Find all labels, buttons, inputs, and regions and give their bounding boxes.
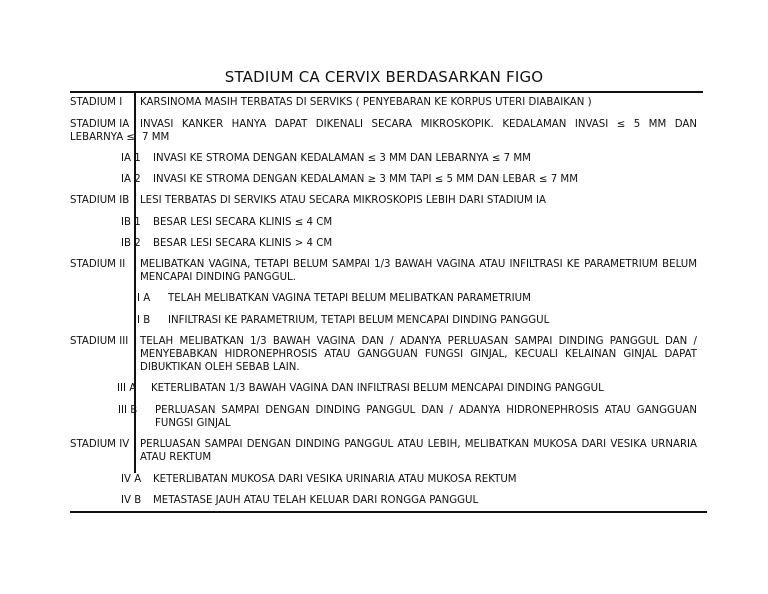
substage-description: KETERLIBATAN 1/3 BAWAH VAGINA DAN INFILTRASI BELUM MENCAPAI DINDING PANGGUL [151,383,604,394]
substage-label: IA 2 [121,174,141,185]
substage-label: IB 1 [121,217,141,228]
substage-label: IB 2 [121,238,141,249]
stage-description: INVASI KANKER HANYA DAPAT DIKENALI SECARA MIKROSKOPIK. KEDALAMAN INVASI ≤ 5 MM DAN [140,119,697,130]
substage-description [155,404,697,430]
stage-description-continued: LEBARNYA ≤ [70,132,135,143]
substage-label: I B [137,315,151,326]
stage-label: STADIUM IV [70,439,130,450]
stage-description: MELIBATKAN VAGINA, TETAPI BELUM SAMPAI 1/3 BAWAH VAGINA ATAU INFILTRASI KE PARAMETRIUM BELUM MENCAPAI DINDING PANGGUL. [140,259,697,283]
substage-label: III A [117,383,137,394]
substage-description: BESAR LESI SECARA KLINIS ≤ 4 CM [153,217,333,228]
substage-description: INVASI KE STROMA DENGAN KEDALAMAN ≤ 3 MM DAN LEBARNYA ≤ 7 MM [153,153,531,164]
substage-label: III B [118,405,138,416]
stage-label: STADIUM II [70,259,126,270]
substage-description: TELAH MELIBATKAN VAGINA TETAPI BELUM MELIBATKAN PARAMETRIUM [168,293,531,304]
substage-label: IV A [121,474,142,485]
substage-description: KETERLIBATAN MUKOSA DARI VESIKA URINARIA ATAU MUKOSA REKTUM [153,474,517,485]
bottom-rule [70,511,707,513]
substage-description: METASTASE JAUH ATAU TELAH KELUAR DARI RONGGA PANGGUL [153,495,479,506]
substage-label: I A [137,293,151,304]
substage-description: BESAR LESI SECARA KLINIS > 4 CM [153,238,333,249]
page-title: STADIUM CA CERVIX BERDASARKAN FIGO [224,68,544,86]
stage-label: STADIUM I [70,97,123,108]
substage-description-text: PERLUASAN SAMPAI DENGAN DINDING PANGGUL DAN / ADANYA HIDRONEPHROSIS ATAU GANGGUAN FUNGSI GINJAL [155,405,697,429]
substage-label: IV B [121,495,142,506]
stage-description-continued: 7 MM [142,132,170,143]
substage-label: IA 1 [121,153,141,164]
stage-description: PERLUASAN SAMPAI DENGAN DINDING PANGGUL ATAU LEBIH, MELIBATKAN MUKOSA DARI VESIKA URNARIA ATAU REKTUM [140,439,697,463]
stage-description: LESI TERBATAS DI SERVIKS ATAU SECARA MIKROSKOPIS LEBIH DARI STADIUM IA [140,195,547,206]
top-rule [70,91,703,93]
stage-label: STADIUM IB [70,195,130,206]
stage-label: STADIUM IA [70,119,130,130]
substage-description: INFILTRASI KE PARAMETRIUM, TETAPI BELUM MENCAPAI DINDING PANGGUL [168,315,550,326]
stage-description: TELAH MELIBATKAN 1/3 BAWAH VAGINA DAN / ADANYA PERLUASAN SAMPAI DINDING PANGGUL DAN / MENYEBABKAN HIDRONEPHROSIS ATAU GANGGUAN FUNGSI GINJAL, KECUALI KELAINAN GINJAL DAPAT DIBUKTIKAN OLEH SEBAB LAIN. [140,336,697,373]
substage-description: INVASI KE STROMA DENGAN KEDALAMAN ≥ 3 MM TAPI ≤ 5 MM DAN LEBAR ≤ 7 MM [153,174,578,185]
stage-description: KARSINOMA MASIH TERBATAS DI SERVIKS ( PENYEBARAN KE KORPUS UTERI DIABAIKAN ) [140,97,592,108]
stage-label: STADIUM III [70,336,129,347]
